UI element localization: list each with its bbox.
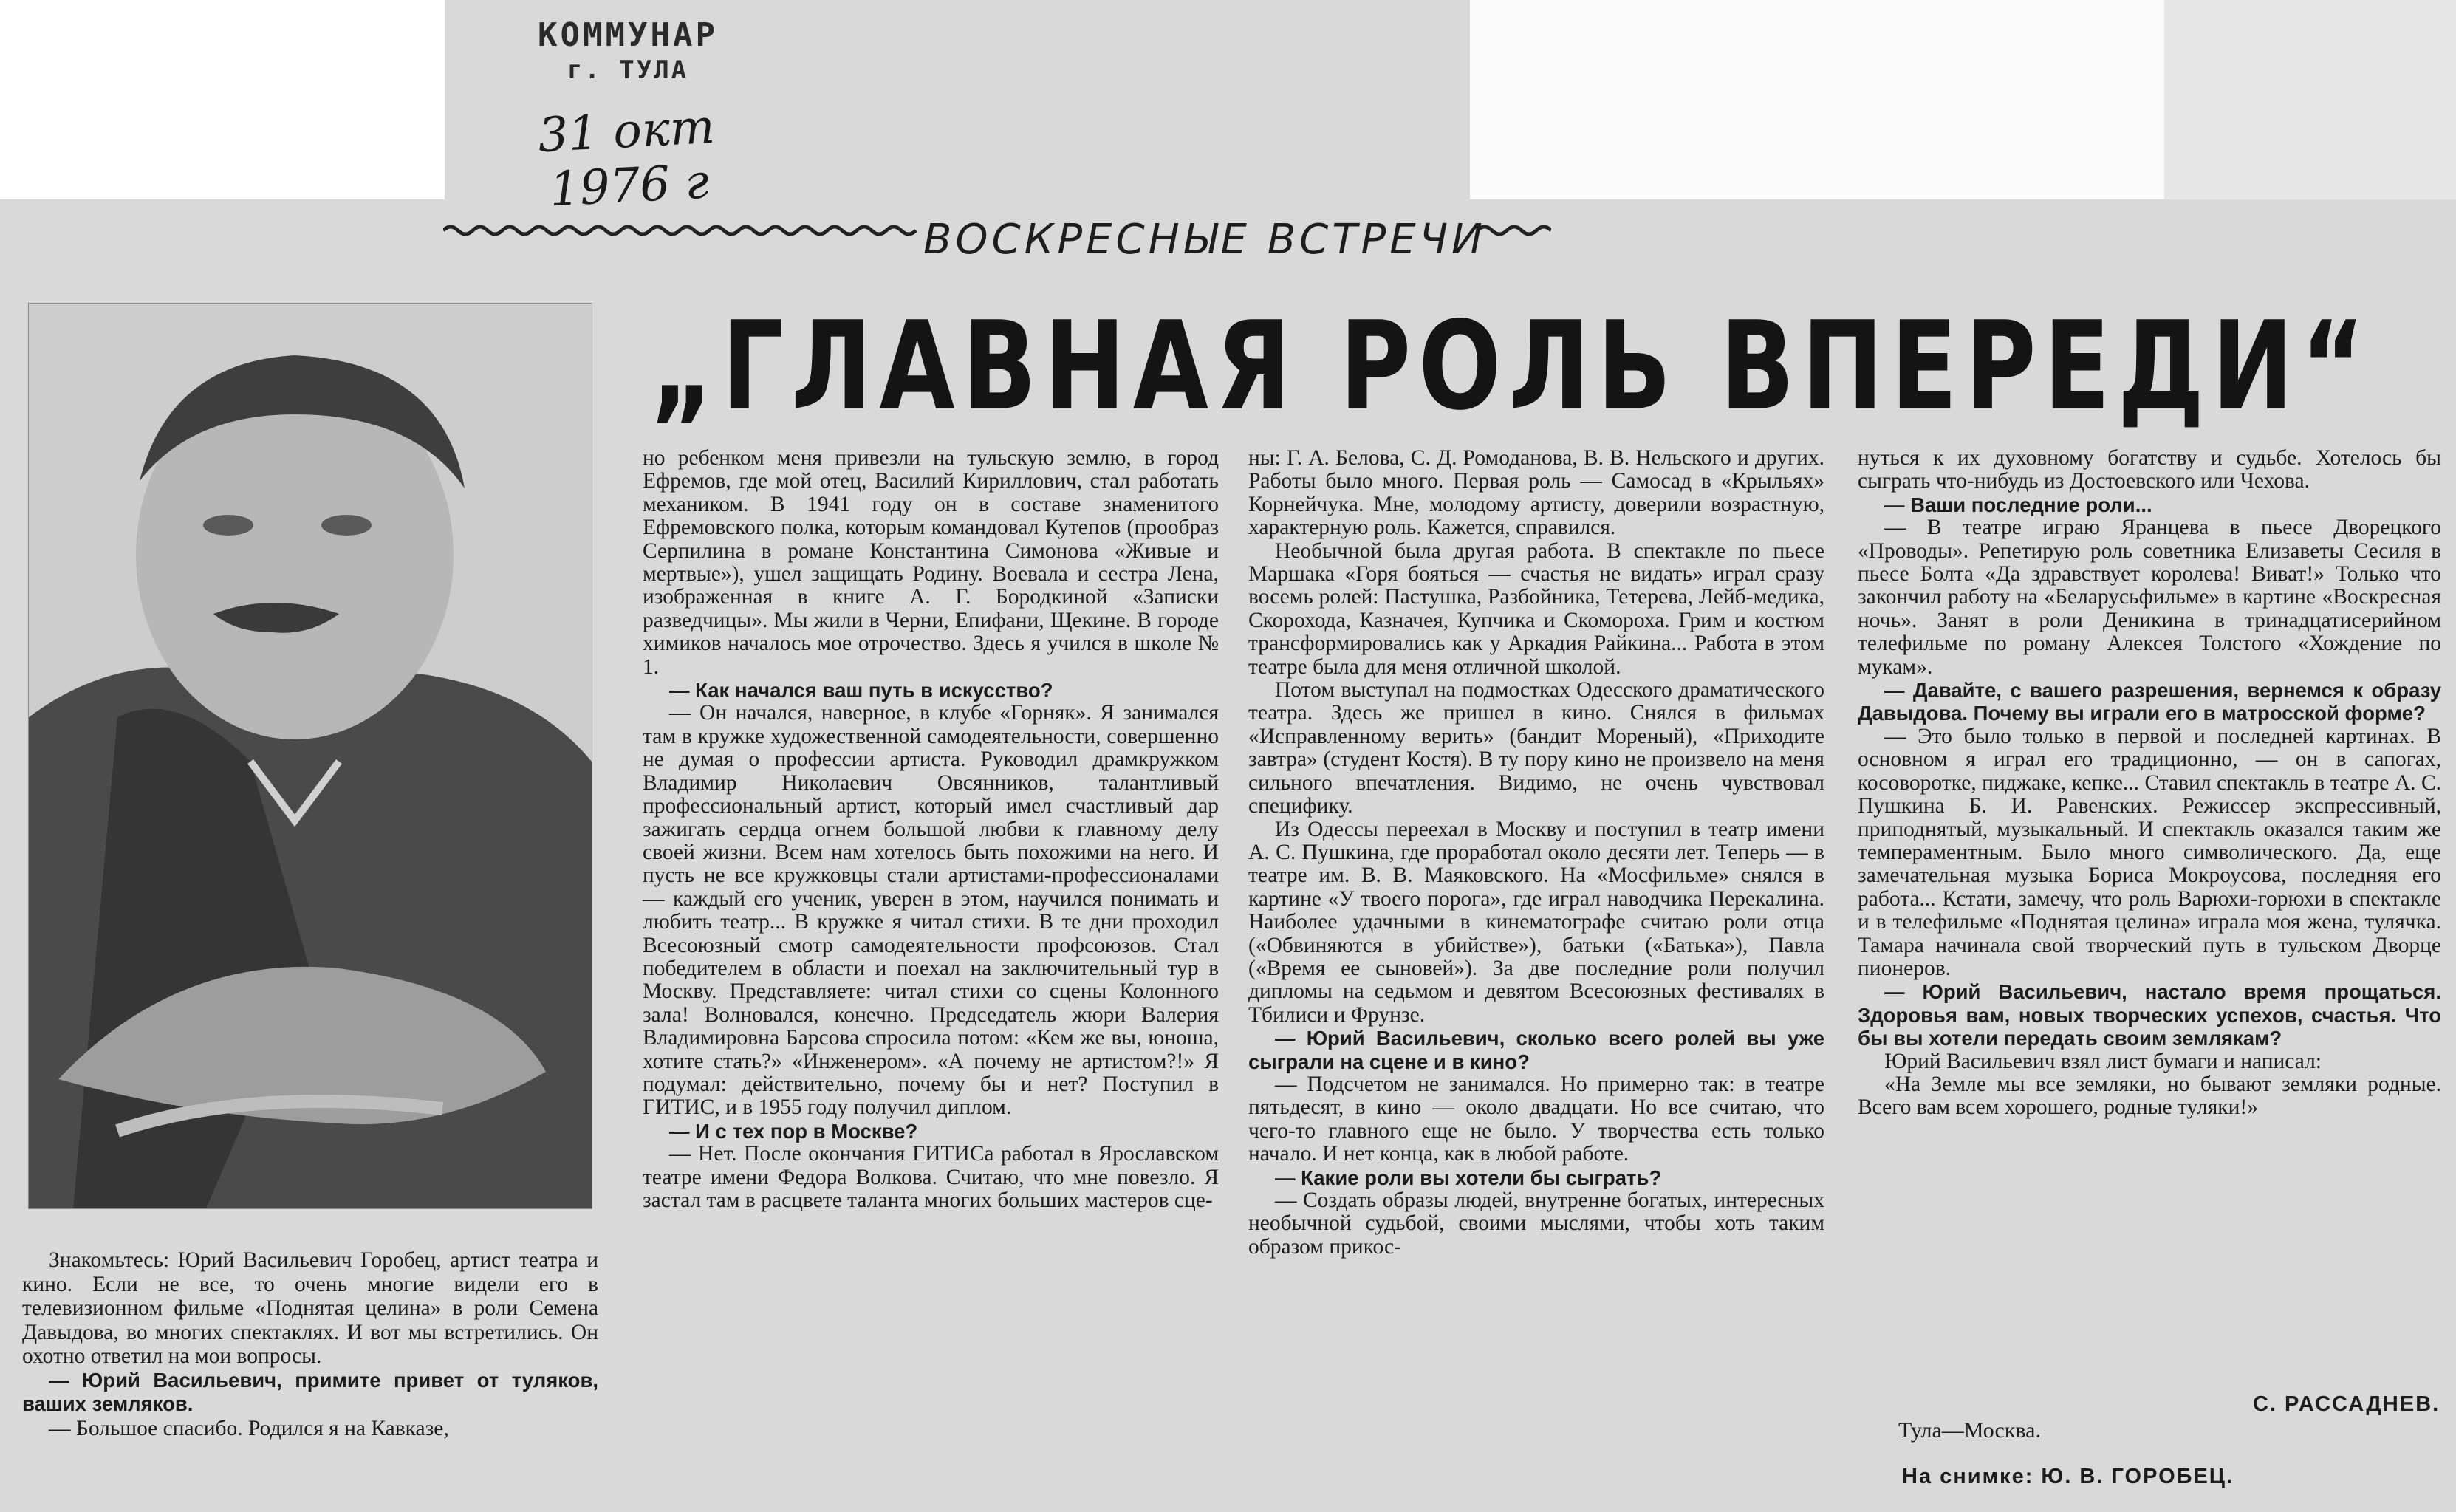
article-paragraph: — Он начался, наверное, в клубе «Горняк». Я занимался там в кружке художественной самодеятельности, совершенно не думая о профессии артиста. Руководил драмкружком Владимир Николаевич Овсянников, талантливый профессиональный артист, который имел счастливый дар зажигать сердца огнем большой любви к главному делу своей жизни. Всем нам хотелось быть похожими на него. И пусть не все кружковцы стали артистами-профессионалами — каждый его ученик, уверен в этом, научился понимать и любить театр... В кружке я читал стихи. В те дни проходил Всесоюзный смотр самодеятельности профсоюзов. Стал победителем в области и поехал на заключительный тур в Москву. Представляете: читал стихи со сцены Колонного зала! Волновался, конечно. Председатель жюри Валерия Владимировна Барсова спросила потом: «Кем же вы, юноша, хотите стать?» «Инженером». «А почему не артистом?!» Я подумал: действительно, почему бы и нет? Поступил в ГИТИС, и в 1955 году получил диплом. — [643, 701, 1219, 1120]
handwritten-date: 31 окт 1976 г — [536, 99, 716, 218]
article-paragraph: ны: Г. А. Белова, С. Д. Ромоданова, В. В. Нельского и других. Работы было много. Первая роль — Самосад в «Крыльях» Корнейчука. Мне, молодому артисту, доверили возрастную, характерную роль. Кажется, справился. — [1248, 446, 1824, 540]
article-paragraph: — Нет. После окончания ГИТИСа работал в Ярославском театре имени Федора Волкова. Считаю, что мне повезло. Я застал там в расцвете таланта многих больших мастеров сце- — [643, 1142, 1219, 1212]
interview-question: — И с тех пор в Москве? — [669, 1119, 918, 1143]
article-paragraph: нуться к их духовному богатству и судьбе. Хотелось бы сыграть что-нибудь из Достоевского или Чехова. — [1858, 446, 2441, 493]
rubric-title: ВОСКРЕСНЫЕ ВСТРЕЧИ — [923, 216, 1486, 264]
interview-question: — Ваши последние роли... — [1884, 493, 2152, 516]
photo-credit: На снимке: Ю. В. ГОРОБЕЦ. — [1902, 1465, 2234, 1488]
blank-paper-area — [1470, 0, 2164, 222]
interview-question: — Какие роли вы хотели бы сыграть? — [1275, 1166, 1662, 1189]
article-column-1 — [643, 447, 1219, 1212]
interview-question: — Юрий Васильевич, примите привет от туляков, ваших земляков. — [22, 1368, 598, 1415]
article-paragraph: Потом выступал на подмостках Одесского драматического театра. Здесь же пришел в кино. Снялся в фильмах «Исправленному верить» (бандит Мореный), «Приходите завтра» (студент Костя). В ту пору кино не произвело на меня сильного впечатления. Видимо, не очень чувствовал специфику. — [1248, 678, 1824, 818]
interview-question: — Как начался ваш путь в искусство? — [669, 679, 1053, 702]
paper-tab — [2164, 0, 2456, 222]
portrait-photo — [28, 303, 592, 1209]
article-paragraph: но ребенком меня привезли на тульскую землю, в город Ефремов, где мой отец, Василий Кириллович, стал работать механиком. В 1941 году он в составе знаменитого Ефремовского полка, которым командовал Кутепов (прообраз Серпилина в романе Константина Симонова «Живые и мертвые»), ушел защищать Родину. Воевала и сестра Лена, изображенная в книге А. Г. Бородкиной «Записки разведчицы». Мы жили в Черни, Епифани, Щекине. В городе химиков началось мое отрочество. Здесь я учился в школе № 1. — [643, 446, 1219, 679]
article-paragraph: Необычной была другая работа. В спектакле по пьесе Маршака «Горя бояться — счастья не видать» играл сразу восемь ролей: Пастушка, Разбойника, Тетерева, Лейб-медика, Скорохода, Казначея, Купчика и Скомороха. Грим и костюм трансформировались как у Аркадия Райкина... Работа в этом театре была для меня отличной школой. — [1248, 538, 1824, 679]
article-paragraph: «На Земле мы все земляки, но бывают земляки родные. Всего вам всем хорошего, родные туляки!» — [1858, 1072, 2441, 1120]
article-paragraph: — Это было только в первой и последней картинах. В основном я играл его традиционно, — он в сапогах, косоворотке, пиджаке, кепке... Ставил спектакль в театре А. С. Пушкина Б. И. Равенских. Режиссер экспрессивный, приподнятый, музыкальный. И спектакль оказался таким же темпераментным. Было много символического. Да, еще замечательная музыка Бориса Мокроусова, последняя его работа... Кстати, замечу, что роль Варюхи-горюхи в спектакле и в телефильме «Поднятая целина» играла моя жена, тулячка. Тамара начинала свой творческий путь в тульском Дворце пионеров. — [1858, 724, 2441, 980]
interview-question: — Юрий Васильевич, сколько всего ролей вы уже сыграли на сцене и в кино? — [1248, 1027, 1824, 1073]
article-headline: „ГЛАВНАЯ РОЛЬ ВПЕРЕДИ“ — [650, 295, 2373, 438]
article-paragraph: Юрий Васильевич взял лист бумаги и написал: — [1884, 1049, 2322, 1073]
stamp-city: г. ТУЛА — [567, 55, 689, 85]
portrait-image — [29, 304, 592, 1208]
article-column-3 — [1858, 447, 2441, 1120]
interview-question: — Юрий Васильевич, настало время прощаться. Здоровья вам, новых творческих успехов, счастья. Что бы вы хотели передать своим землякам? — [1858, 980, 2441, 1050]
stamp-paper-name: КОММУНАР — [538, 16, 718, 54]
interview-question: — Давайте, с вашего разрешения, вернемся к образу Давыдова. Почему вы играли его в матросской форме? — [1858, 679, 2441, 725]
author-signature: С. РАССАДНЕВ. — [2253, 1392, 2440, 1416]
article-paragraph: Из Одессы переехал в Москву и поступил в театр имени А. С. Пушкина, где проработал около десяти лет. Теперь — в театре им. В. В. Маяковского. На «Мосфильме» снялся в картине «У твоего порога», где играл наводчика Перекалина. Наиболее удачными в кинематографе считаю роли отца («Обвиняются в убийстве»), батьки («Батька»), Павла («Время ее сыновей»). За две последние роли получил дипломы на седьмом и девятом Всесоюзных фестивалях в Тбилиси и Фрунзе. — [1248, 817, 1824, 1027]
article-column-2 — [1248, 447, 1824, 1259]
article-paragraph: — В театре играю Яранцева в пьесе Дворецкого «Проводы». Репетирую роль советника Елизаветы Сесиля в пьесе Болта «Да здравствует королева! Виват!» Только что закончил работу на «Беларусьфильме» в картине «Воскресная ночь». Занят в роли Деникина в тринадцатисерийном телефильме по роману Алексея Толстого «Хождение по мукам». — [1858, 516, 2441, 679]
article-paragraph: Знакомьтесь: Юрий Васильевич Горобец, артист театра и кино. Если не все, то очень многие видели его в телевизионном фильме «Поднятая целина» в роли Семена Давыдова, во многих спектаклях. И вот мы встретились. Он охотно ответил на мои вопросы. — [22, 1248, 598, 1368]
dateline-place: Тула—Москва. — [1898, 1418, 2041, 1443]
photo-caption-intro — [22, 1248, 598, 1440]
article-paragraph: — Подсчетом не занимался. Но примерно так: в театре пятьдесят, в кино — около двадцати. Но все считаю, что чего-то главного еще не было. У творчества есть только начало. И нет конца, как в любой работе. — [1248, 1072, 1824, 1166]
article-paragraph: — Создать образы людей, внутренне богатых, интересных необычной судьбой, своими мыслями, чтобы хоть таким образом прикос- — [1248, 1188, 1824, 1259]
newspaper-stamp — [473, 16, 783, 218]
article-paragraph: — Большое спасибо. Родился я на Кавказе, — [49, 1416, 449, 1440]
